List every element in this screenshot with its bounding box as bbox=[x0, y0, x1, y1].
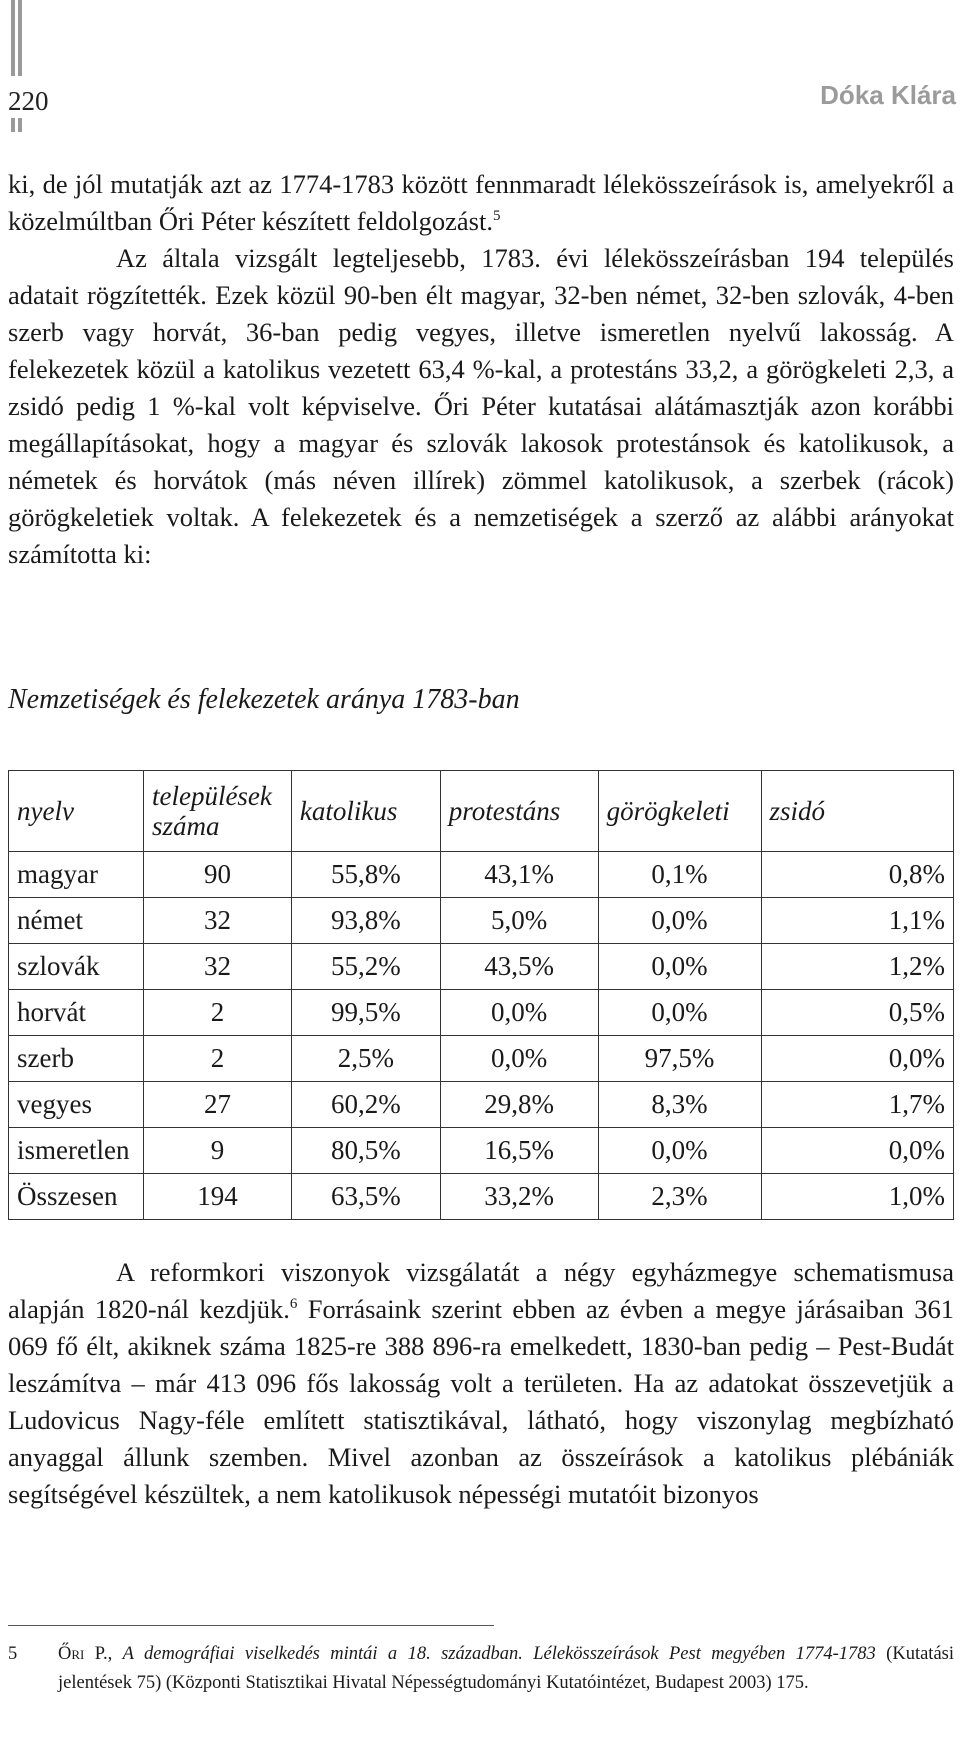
column-header: nyelv bbox=[9, 771, 144, 852]
paragraph-text-part: A reformkori viszonyok vizsgálatát a négy egyházmegye schematismusa alapján 1820-nál kezdjük. bbox=[8, 1257, 954, 1324]
statistics-table bbox=[8, 770, 954, 1220]
table-cell-zsido: 1,7% bbox=[761, 1082, 954, 1128]
column-header: katolikus bbox=[291, 771, 440, 852]
paragraph-text-part: Forrásaink szerint ebben az évben a megye járásaiban 361 069 fő élt, akiknek száma 1825-re 388 896-ra emelkedett, 1830-ban pedig – Pest-Budát leszámítva – már 413 096 fős lakosság volt a területen. Ha az adatokat összevetjük a Ludovicus Nagy-féle említett statisztikával, látható, hogy viszonylag megbízható anyaggal állunk szemben. Mivel azonban az összeírások a katolikus plébániák segítségével készültek, a nem katolikusok népességi mutatóit bizonyos bbox=[8, 1294, 954, 1509]
table-cell-protestans: 0,0% bbox=[440, 990, 598, 1036]
table-cell-szama: 9 bbox=[143, 1128, 291, 1174]
column-header: protestáns bbox=[440, 771, 598, 852]
footnote-reference[interactable]: 6 bbox=[289, 1296, 298, 1312]
table-cell-gorogkeleti: 2,3% bbox=[598, 1174, 761, 1220]
table-cell-nyelv: német bbox=[9, 898, 144, 944]
column-header: görögkeleti bbox=[598, 771, 761, 852]
table-cell-nyelv: Összesen bbox=[9, 1174, 144, 1220]
table-cell-zsido: 0,0% bbox=[761, 1036, 954, 1082]
table-cell-katolikus: 60,2% bbox=[291, 1082, 440, 1128]
table-cell-katolikus: 80,5% bbox=[291, 1128, 440, 1174]
footnote-reference[interactable]: 5 bbox=[492, 208, 501, 224]
table-cell-szama: 2 bbox=[143, 1036, 291, 1082]
table-cell-gorogkeleti: 0,0% bbox=[598, 944, 761, 990]
footnote-divider bbox=[8, 1625, 494, 1626]
body-paragraph-2 bbox=[8, 1254, 954, 1513]
running-head-author: Dóka Klára bbox=[820, 80, 956, 110]
table-row bbox=[9, 1036, 954, 1082]
table-cell-gorogkeleti: 0,0% bbox=[598, 1128, 761, 1174]
table-cell-nyelv: szerb bbox=[9, 1036, 144, 1082]
table-cell-zsido: 1,1% bbox=[761, 898, 954, 944]
footnote-rest: (Kutatási jelentések 75) (Központi Statisztikai Hivatal Népességtudományi Kutatóintézet, Budapest 2003) 175. bbox=[58, 1644, 954, 1693]
footnote-body: Őri P., A demográfiai viselkedés mintái a 18. században. Lélekösszeírások Pest megyében 1774-1783 (Kutatási jelentések 75) (Központi Statisztikai Hivatal Népességtudományi Kutatóintézet, Budapest 2003) 175. bbox=[58, 1644, 954, 1693]
table-cell-szama: 27 bbox=[143, 1082, 291, 1128]
table-cell-protestans: 43,5% bbox=[440, 944, 598, 990]
paragraph-text bbox=[8, 1254, 954, 1513]
paragraph-text: Az általa vizsgált legteljesebb, 1783. évi lélekösszeírásban 194 település adatait rögzítették. Ezek közül 90-ben élt magyar, 32-ben német, 32-ben szlovák, 4-ben szerb vagy horvát, 36-ban pedig vegyes, illetve ismeretlen nyelvű lakosság. A felekezetek közül a katolikus vezetett 63,4 %-kal, a protestáns 33,2, a görögkeleti 2,3, a zsidó pedig 1 %-kal volt képviselve. Őri Péter kutatásai alátámasztják azon korábbi megállapításokat, hogy a magyar és szlovák lakosok protestánsok és katolikusok, a németek és horvátok (más néven illírek) zömmel katolikusok, a szerbek (rácok) görögkeletiek voltak. A felekezetek és a nemzetiségek a szerző az alábbi arányokat számította ki: bbox=[8, 243, 954, 569]
table-cell-gorogkeleti: 0,1% bbox=[598, 852, 761, 898]
table-cell-nyelv: vegyes bbox=[9, 1082, 144, 1128]
table-cell-zsido: 0,5% bbox=[761, 990, 954, 1036]
paragraph-text-part: ki, de jól mutatják azt az 1774-1783 között fennmaradt lélekösszeírások is, amelyekről a közelmúltban Őri Péter készített feldolgozást. bbox=[8, 169, 954, 236]
table-cell-szama: 90 bbox=[143, 852, 291, 898]
table-cell-nyelv: ismeretlen bbox=[9, 1128, 144, 1174]
table-cell-gorogkeleti: 8,3% bbox=[598, 1082, 761, 1128]
table-row bbox=[9, 944, 954, 990]
table-cell-zsido: 1,0% bbox=[761, 1174, 954, 1220]
table-row bbox=[9, 1174, 954, 1220]
table-row bbox=[9, 1082, 954, 1128]
table-cell-zsido: 1,2% bbox=[761, 944, 954, 990]
table-cell-protestans: 43,1% bbox=[440, 852, 598, 898]
table-cell-nyelv: magyar bbox=[9, 852, 144, 898]
table-row bbox=[9, 898, 954, 944]
footnote-title: A demográfiai viselkedés mintái a 18. században. Lélekösszeírások Pest megyében 1774-1783 bbox=[122, 1644, 876, 1664]
paragraph-text bbox=[8, 166, 954, 240]
table-cell-katolikus: 2,5% bbox=[291, 1036, 440, 1082]
page-number: 220 bbox=[8, 86, 49, 116]
header-decoration-bar bbox=[18, 118, 22, 132]
body-paragraph-1 bbox=[8, 166, 954, 573]
header-decoration-bar bbox=[18, 0, 22, 76]
table-header-row bbox=[9, 771, 954, 852]
header-decoration-bar bbox=[11, 118, 15, 132]
table-cell-katolikus: 63,5% bbox=[291, 1174, 440, 1220]
table-row bbox=[9, 990, 954, 1036]
column-header: zsidó bbox=[761, 771, 954, 852]
table-cell-szama: 32 bbox=[143, 898, 291, 944]
table-caption: Nemzetiségek és felekezetek aránya 1783-ban bbox=[8, 684, 520, 715]
table-cell-zsido: 0,8% bbox=[761, 852, 954, 898]
table-cell-gorogkeleti: 0,0% bbox=[598, 990, 761, 1036]
table-cell-protestans: 33,2% bbox=[440, 1174, 598, 1220]
footnote bbox=[8, 1640, 954, 1698]
table-cell-katolikus: 99,5% bbox=[291, 990, 440, 1036]
footnote-number: 5 bbox=[8, 1644, 18, 1664]
table-cell-szama: 194 bbox=[143, 1174, 291, 1220]
table-cell-gorogkeleti: 0,0% bbox=[598, 898, 761, 944]
column-header: települések száma bbox=[143, 771, 291, 852]
table-cell-katolikus: 55,8% bbox=[291, 852, 440, 898]
table-cell-szama: 2 bbox=[143, 990, 291, 1036]
table-cell-nyelv: szlovák bbox=[9, 944, 144, 990]
table-cell-gorogkeleti: 97,5% bbox=[598, 1036, 761, 1082]
table-row bbox=[9, 1128, 954, 1174]
table-cell-zsido: 0,0% bbox=[761, 1128, 954, 1174]
table-row bbox=[9, 852, 954, 898]
table-cell-katolikus: 55,2% bbox=[291, 944, 440, 990]
footnote-author: Őri P. bbox=[58, 1644, 108, 1664]
table-cell-protestans: 16,5% bbox=[440, 1128, 598, 1174]
header-decoration-bar bbox=[11, 0, 15, 76]
table-cell-katolikus: 93,8% bbox=[291, 898, 440, 944]
table-cell-protestans: 29,8% bbox=[440, 1082, 598, 1128]
table-cell-szama: 32 bbox=[143, 944, 291, 990]
table-cell-protestans: 0,0% bbox=[440, 1036, 598, 1082]
table-cell-protestans: 5,0% bbox=[440, 898, 598, 944]
table-cell-nyelv: horvát bbox=[9, 990, 144, 1036]
